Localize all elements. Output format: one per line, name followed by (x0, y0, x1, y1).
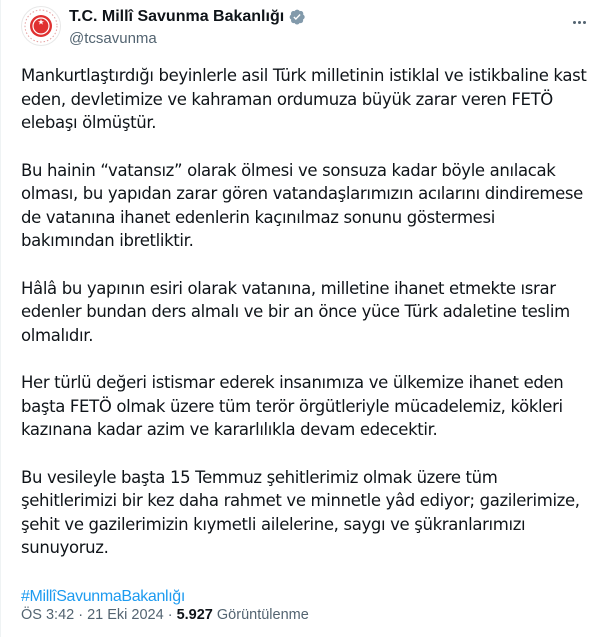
separator: · (163, 607, 177, 623)
tweet-time[interactable]: ÖS 3:42 (21, 607, 75, 623)
views-label: Görüntülenme (216, 607, 309, 623)
tweet-text (21, 64, 591, 608)
hashtag-link[interactable]: #MillîSavunmaBakanlığı (21, 587, 185, 605)
separator: · (74, 607, 88, 623)
tweet-date[interactable]: 21 Eki 2024 (87, 607, 164, 623)
ministry-emblem-icon (22, 7, 60, 45)
verified-badge-icon (288, 8, 306, 26)
tweet-paragraph: Bu hainin “vatansız” olarak ölmesi ve sonsuza kadar böyle anılacak olması, bu yapıdan zarar gören vatandaşlarımızın acılarını dindiremese de vatanına ihanet edenlerin kaçınılmaz sonunu göstermesi bakımından ibretliktir. (21, 160, 583, 250)
author-handle[interactable]: @tcsavunma (69, 30, 157, 47)
more-horizontal-icon (573, 21, 576, 24)
tweet-paragraph: Her türlü değeri istismar ederek insanımıza ve ülkemize ihanet eden başta FETÖ olmak üzere tüm terör örgütleriyle mücadelemiz, kökleri kazınana kadar azim ve kararlılıkla devam edecektir. (21, 373, 564, 439)
tweet-header (21, 6, 591, 52)
avatar[interactable] (21, 6, 61, 46)
more-dot (583, 21, 586, 24)
tweet-paragraph: Mankurtlaştırdığı beyinlerle asil Türk milletinin istiklal ve istikbaline kast eden, devletimize ve kahraman ordumuza büyük zarar veren FETÖ elebaşı ölmüştür. (21, 66, 587, 132)
author-display-name[interactable]: T.C. Millî Savunma Bakanlığı (69, 8, 285, 25)
tweet-paragraph: Bu vesileyle başta 15 Temmuz şehitlerimiz olmak üzere tüm şehitlerimizi bir kez daha rahmet ve minnetle yâd ediyor; gazilerimize, şehit ve gazilerimizin kıymetli ailelerine, saygı ve şükranlarımızı sunuyoruz. (21, 467, 580, 557)
tweet-meta (21, 607, 309, 623)
more-dot (578, 21, 581, 24)
more-options-button[interactable] (567, 14, 591, 30)
author-name-row (69, 8, 306, 26)
views-count: 5.927 (176, 607, 213, 623)
tweet-paragraph: Hâlâ bu yapının esiri olarak vatanına, milletine ihanet etmekte ısrar edenler bundan ders almalı ve bir an önce yüce Türk adaletine teslim olmalıdır. (21, 278, 570, 345)
